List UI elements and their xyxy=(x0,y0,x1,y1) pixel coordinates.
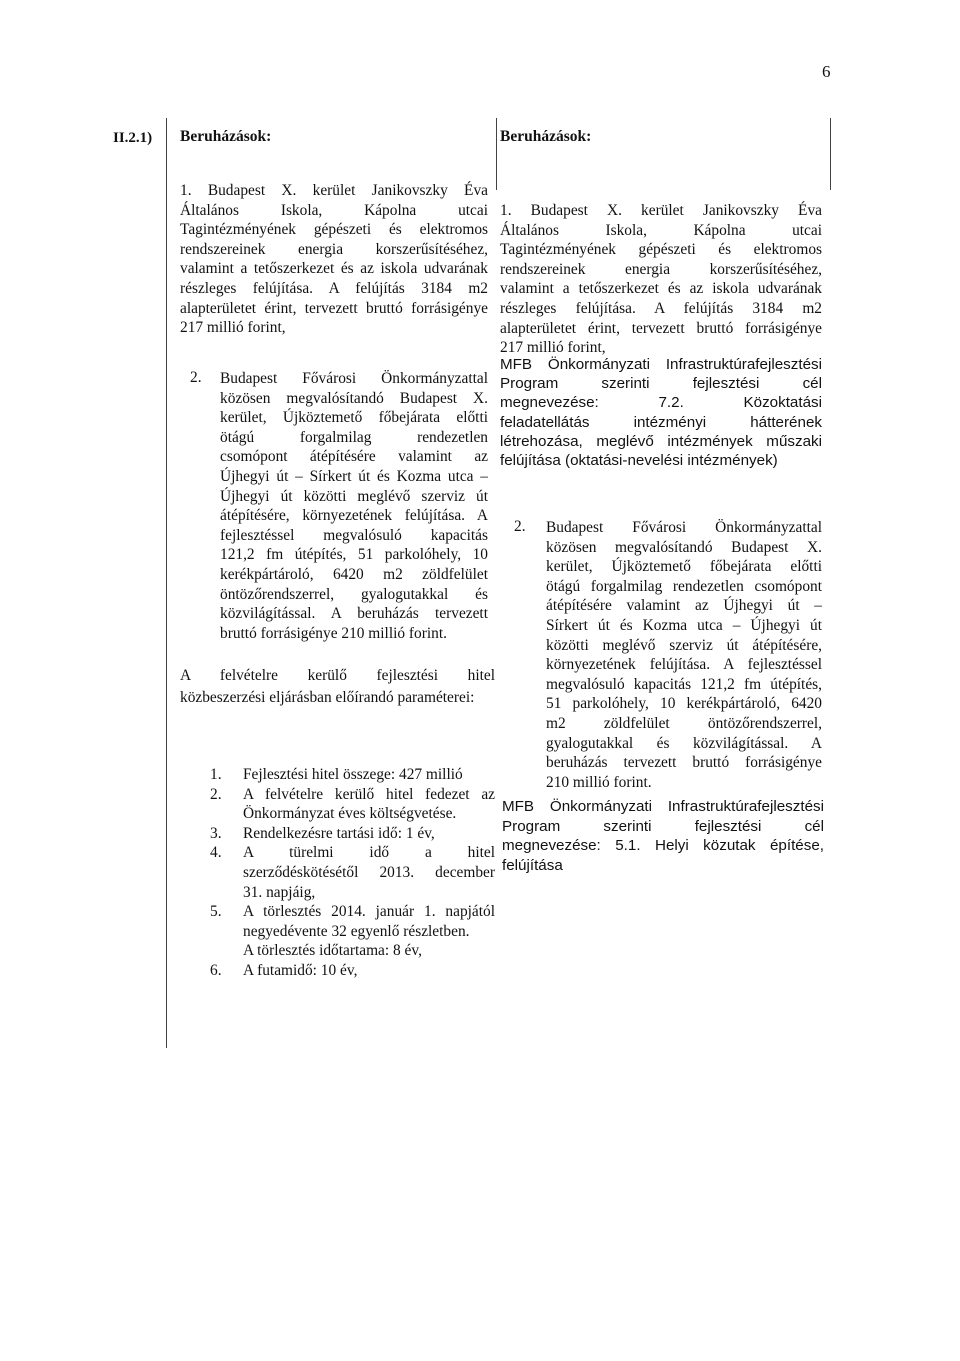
column-divider-middle xyxy=(496,118,497,190)
text-line: A törlesztés időtartama: 8 év, xyxy=(243,942,422,960)
text-line: m2 zöldfelület öntözőrendszerrel, xyxy=(546,714,822,732)
text-line: alapterületet érint, tervezett bruttó forrásigénye xyxy=(500,319,822,337)
text-line: 51 parkolóhely, 10 kerékpártároló, 6420 xyxy=(546,695,822,713)
list-number: 4. xyxy=(210,844,222,862)
credit-intro xyxy=(180,665,495,709)
text-line: öntözőrendszerrel, gyalogutakkal és xyxy=(220,585,488,603)
column-divider-left xyxy=(166,118,167,1048)
text-line: ötágú forgalmilag rendezetlen xyxy=(220,428,488,446)
right-mfb-goal-1 xyxy=(500,355,822,470)
section-title-right: Beruházások: xyxy=(500,128,592,145)
list-item xyxy=(210,785,495,824)
text-line: részleges felújítása. A felújítás 3184 m2 xyxy=(500,299,822,317)
left-item-2-number: 2. xyxy=(190,369,202,386)
text-line: közösen megvalósítandó Budapest X. xyxy=(546,538,822,556)
text-line: 217 millió forint, xyxy=(500,339,606,357)
text-line: MFB Önkormányzati Infrastruktúrafejlesztési xyxy=(500,356,822,373)
text-line: kerékpártároló, 6420 m2 zöldfelület xyxy=(220,565,488,583)
text-line: A türelmi idő a hitel xyxy=(243,844,495,862)
text-line: közösen megvalósítandó Budapest X. xyxy=(220,389,488,407)
text-line: részleges felújítása. A felújítás 3184 m2 xyxy=(180,279,488,297)
text-line: feladatellátás intézményi hátterének xyxy=(500,413,822,431)
text-line: közvilágítással. A beruházás tervezett xyxy=(220,605,488,623)
list-number: 2. xyxy=(210,785,222,803)
right-item-2 xyxy=(546,518,822,792)
text-line: Újhegyi út – Sírkert út és Kozma utca – xyxy=(220,467,488,485)
text-line: közötti meglévő szerviz út átépítésére, xyxy=(546,636,822,654)
text-line: Budapest Fővárosi Önkormányzattal xyxy=(220,370,488,387)
list-item xyxy=(210,843,495,902)
text-line: Újhegyi út közötti meglévő szerviz út xyxy=(220,487,488,505)
text-line: megnevezése: 5.1. Helyi közutak építése, xyxy=(502,837,824,854)
text-line: MFB Önkormányzati Infrastruktúrafejlesztési xyxy=(502,798,824,815)
text-line: 31. napjáig, xyxy=(243,883,316,901)
section-title-left: Beruházások: xyxy=(180,128,272,145)
text-line: A felvételre kerülő fejlesztési hitel xyxy=(180,667,495,684)
text-line: felújítása (oktatási-nevelési intézmények) xyxy=(500,452,778,470)
text-line: Általános Iskola, Kápolna utcai xyxy=(500,221,822,239)
text-line: ötágú forgalmilag rendezetlen csomópont xyxy=(546,577,822,595)
text-line: felújítása xyxy=(502,856,563,874)
column-divider-right xyxy=(830,118,831,190)
text-line: rendszereinek energia korszerűsítéséhez, xyxy=(500,260,822,278)
text-line: Tagintézményének gépészeti és elektromos xyxy=(180,221,488,239)
text-line: rendszereinek energia korszerűsítéséhez, xyxy=(180,240,488,258)
text-line: Program szerinti fejlesztési cél xyxy=(502,817,824,835)
right-mfb-goal-2 xyxy=(502,797,824,875)
right-item-1 xyxy=(500,201,822,358)
text-line: kerület, Újköztemető főbejárata előtti xyxy=(546,558,822,576)
text-line: A futamidő: 10 év, xyxy=(243,961,358,979)
text-line: Sírkert út és Kozma utca – Újhegyi út xyxy=(546,616,822,634)
text-line: megnevezése: 7.2. Közoktatási xyxy=(500,394,822,412)
text-line: közbeszerzési eljárásban előírandó paraméterei: xyxy=(180,689,475,706)
list-number: 5. xyxy=(210,903,222,921)
list-item xyxy=(210,765,495,785)
text-line: negyedévente 32 egyenlő részletben. xyxy=(243,922,470,940)
credit-parameters-list xyxy=(210,765,495,981)
text-line: Önkormányzat éves költségvetése. xyxy=(243,805,457,823)
text-line: valamint a tetőszerkezet és az iskola udvarának xyxy=(180,260,488,278)
text-line: valamint a tetőszerkezet és az iskola udvarának xyxy=(500,280,822,298)
left-item-2 xyxy=(220,369,488,643)
text-line: kerület, Újköztemető főbejárata előtti xyxy=(220,409,488,427)
text-line: Tagintézményének gépészeti és elektromos xyxy=(500,241,822,259)
text-line: Budapest Fővárosi Önkormányzattal xyxy=(546,519,822,536)
list-item xyxy=(210,902,495,961)
text-line: átépítésére, környezetének felújítása. A xyxy=(220,507,488,525)
text-line: szerződéskötésétől 2013. december xyxy=(243,863,495,881)
text-line: 210 millió forint. xyxy=(546,773,652,791)
text-line: csomópont átépítésére valamint az xyxy=(220,448,488,466)
text-line: környezetének felújítása. A fejlesztéssel xyxy=(546,656,822,674)
left-item-1 xyxy=(180,181,488,338)
text-line: megvalósuló kapacitás 121,2 fm útépítés, xyxy=(546,675,822,693)
text-line: fejlesztéssel megvalósuló kapacitás xyxy=(220,526,488,544)
text-line: átépítésére valamint az Újhegyi út – xyxy=(546,597,822,615)
text-line: 1. Budapest X. kerület Janikovszky Éva xyxy=(180,182,488,199)
list-item xyxy=(210,824,495,844)
list-item xyxy=(210,961,495,981)
text-line: 1. Budapest X. kerület Janikovszky Éva xyxy=(500,202,822,219)
text-line: bruttó forrásigénye 210 millió forint. xyxy=(220,624,447,642)
text-line: Fejlesztési hitel összege: 427 millió xyxy=(243,766,463,783)
text-line: létrehozása, meglévő intézmények műszaki xyxy=(500,432,822,450)
text-line: beruházás tervezett bruttó forrásigénye xyxy=(546,754,822,772)
text-line: 217 millió forint, xyxy=(180,319,286,337)
list-number: 6. xyxy=(210,961,222,979)
text-line: alapterületet érint, tervezett bruttó forrásigénye xyxy=(180,299,488,317)
text-line: Rendelkezésre tartási idő: 1 év, xyxy=(243,824,435,842)
text-line: Általános Iskola, Kápolna utcai xyxy=(180,201,488,219)
list-number: 1. xyxy=(210,766,222,783)
text-line: gyalogutakkal és közvilágítással. A xyxy=(546,734,822,752)
text-line: Program szerinti fejlesztési cél xyxy=(500,375,822,393)
list-number: 3. xyxy=(210,824,222,842)
section-number: II.2.1) xyxy=(113,130,153,146)
right-item-2-number: 2. xyxy=(514,518,526,535)
page-number: 6 xyxy=(822,62,831,81)
text-line: A törlesztés 2014. január 1. napjától xyxy=(243,903,495,921)
text-line: 121,2 fm útépítés, 51 parkolóhely, 10 xyxy=(220,546,488,564)
text-line: A felvételre kerülő hitel fedezet az xyxy=(243,785,495,803)
